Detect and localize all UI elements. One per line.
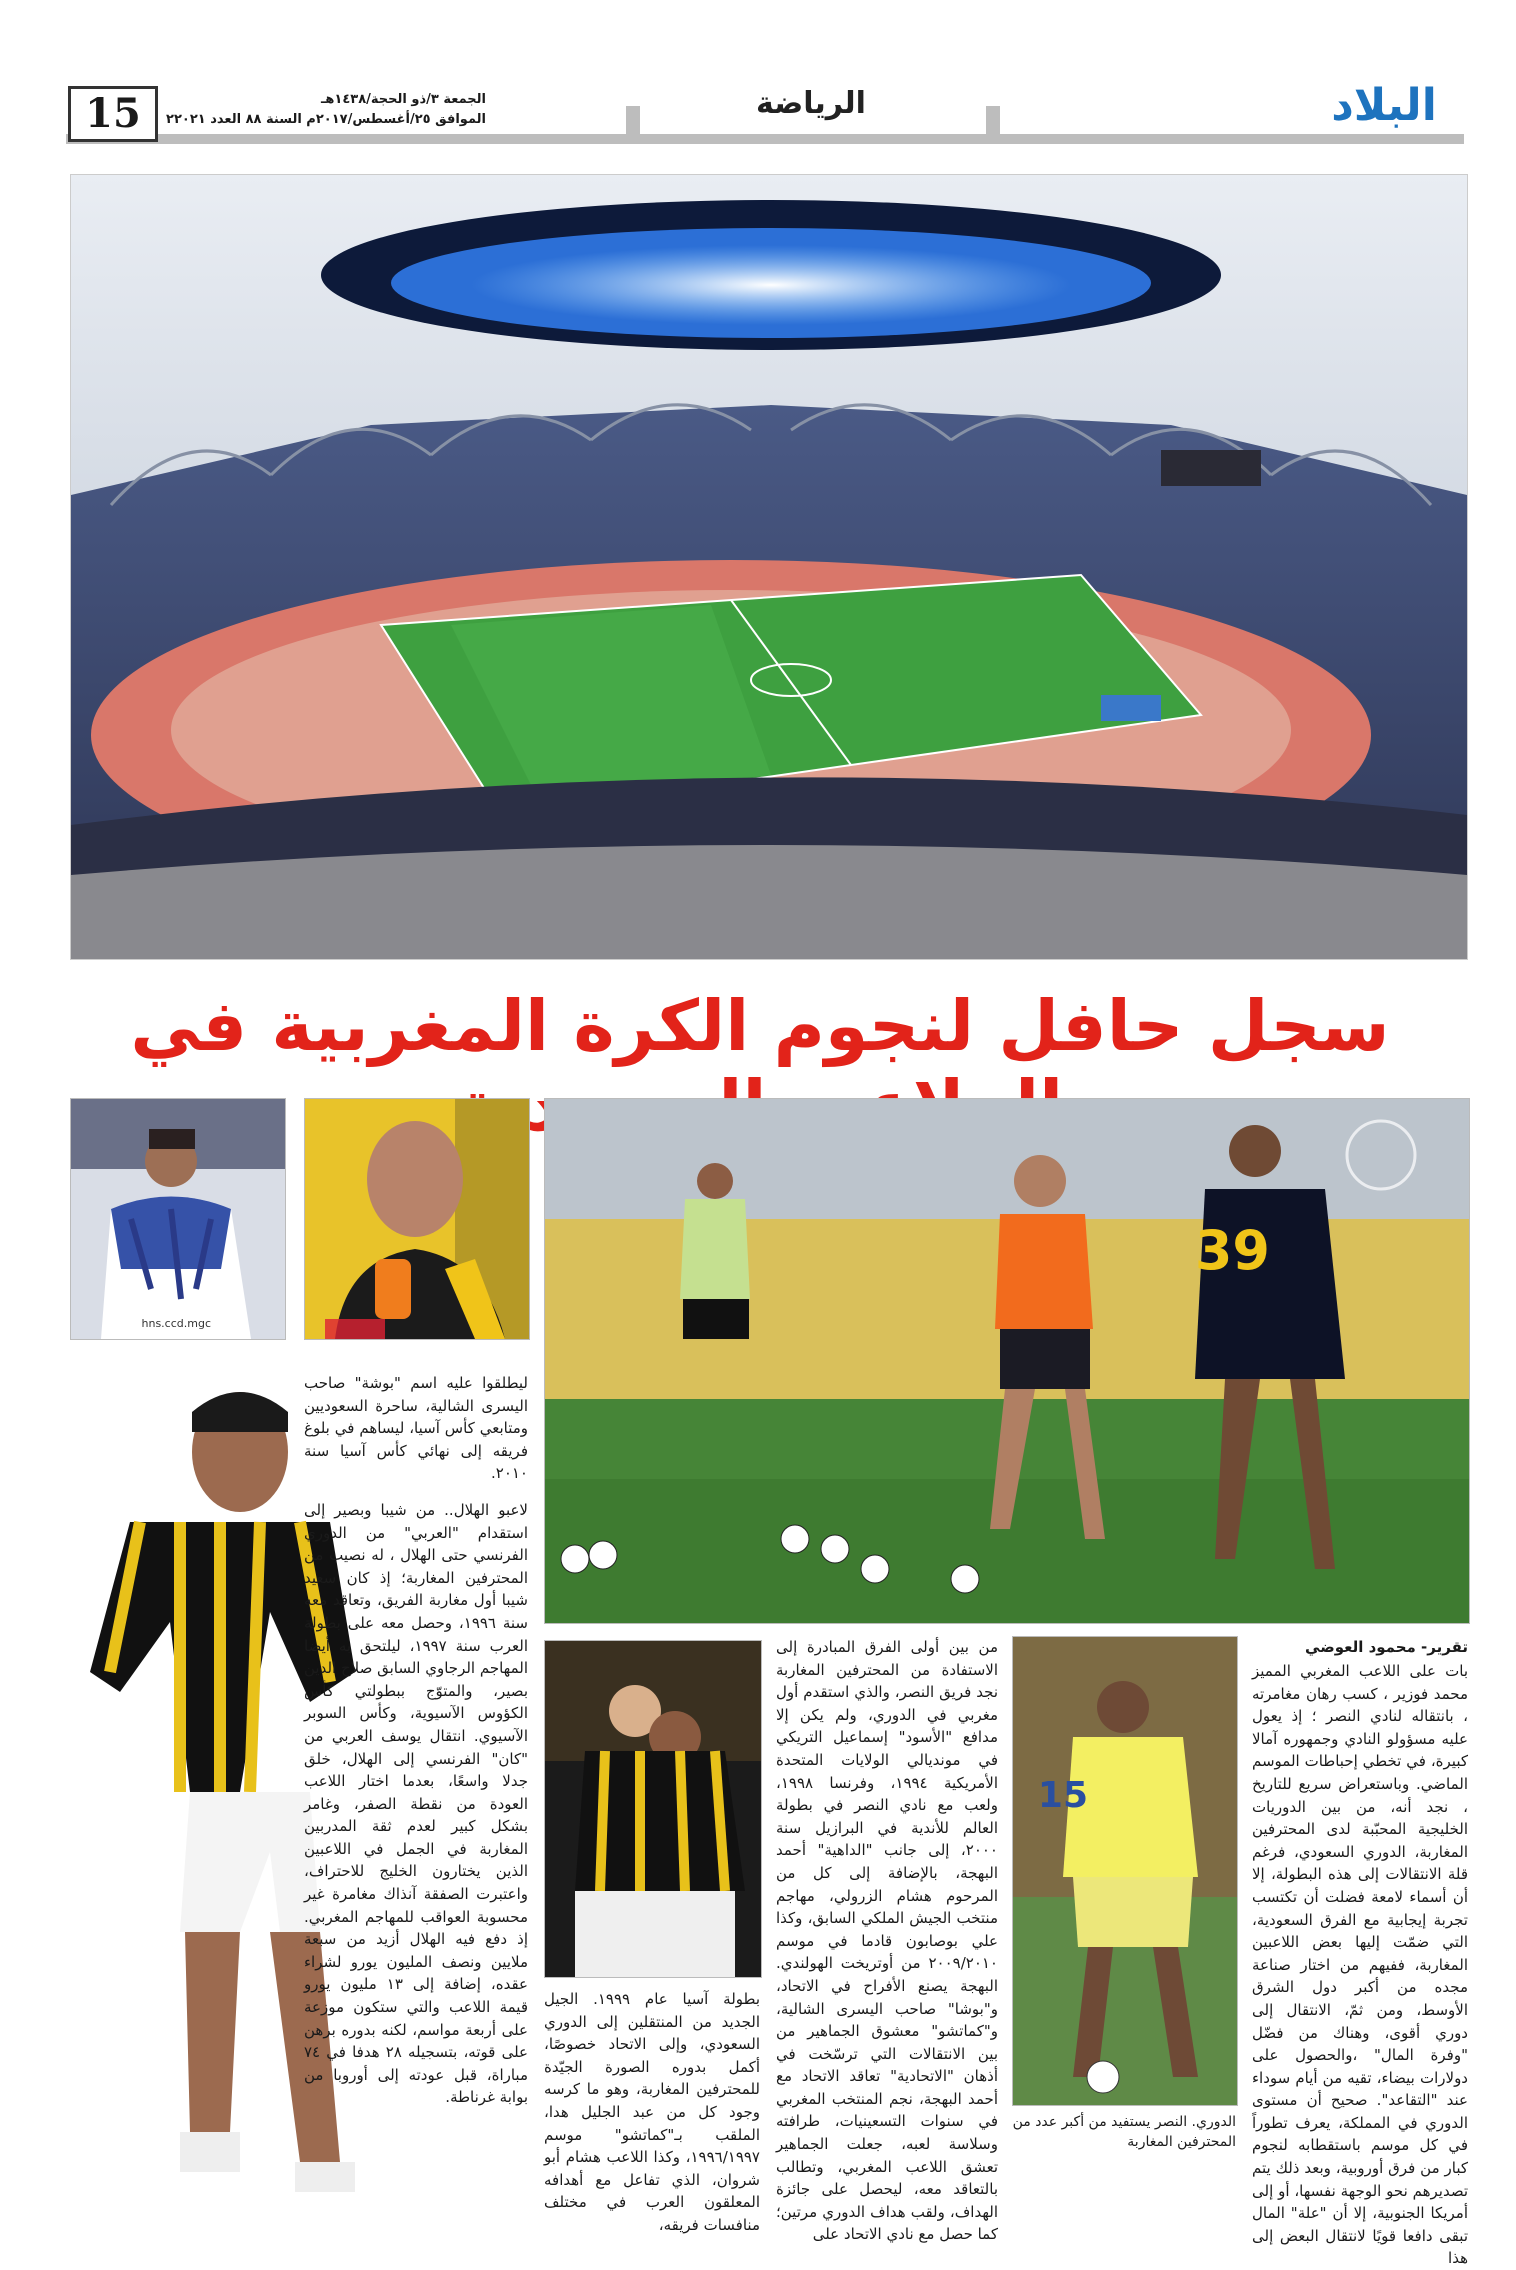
section-title: الرياضة (756, 86, 866, 121)
page-number: 15 (68, 86, 158, 142)
article-column-4 (304, 1372, 528, 2198)
column-text: بطولة آسيا عام ١٩٩٩. الجيل الجديد من المنتقلين إلى الدوري السعودي، وإلى الاتحاد خصوصًا، أكمل بدوره الصورة الجيّدة للمحترفين المغاربة، وهو ما كرسه وجود كل من عبد الجليل هدا، الملقب بـ"كماتشو" موسم ١٩٩٦/١٩٩٧، وكذا اللاعب هشام أبو شروان، الذي تفاعل مع أهدافه المعلقون العرب في مختلف منافسات فريقه، (544, 1990, 760, 2234)
hug-scene (545, 1641, 761, 1977)
svg-text:39: 39 (1194, 1219, 1270, 1282)
player-photo-interview (304, 1098, 530, 1340)
article-column-1 (1252, 1636, 1468, 2268)
page-header (66, 82, 1464, 144)
date-line-1: الجمعة ٣/ذو الحجة/١٤٣٨هـ (320, 92, 486, 107)
header-divider (626, 106, 640, 136)
player-portrait (71, 1099, 285, 1339)
date-line-2: الموافق ٢٥/أغسطس/٢٠١٧م السنة ٨٨ العدد ٢٢٠٢١ (166, 112, 486, 127)
stadium-illustration (71, 175, 1467, 959)
photo-caption: الدوري. النصر يستفيد من أكبر عدد من المحترفين المغاربة (1012, 2114, 1236, 2150)
yellow-kit-player (1013, 1637, 1237, 2105)
issue-date (166, 90, 486, 130)
column-text: لاعبو الهلال.. من شيبا وبصير إلى استقدام "العربي" من الدوري الفرنسي حتى الهلال ، له نصيب من المحترفين المغاربة؛ إذ كان سعيد شيبا أول مغاربة الفريق، وتعاقد معه سنة ١٩٩٦، وحصل معه على بطولة العرب سنة ١٩٩٧، ليلتحق به أيضا المهاجم الرجاوي السابق صلاح الدين بصير، والمتوّج ببطولتي كأس الكؤوس الآسيوية، وكأس السوبر الآسيوي. انتقال يوسف العربي من "كان" الفرنسي إلى الهلال، خلق جدلا واسعًا، بعدما اختار اللاعب العودة من نقطة الصفر، وغامر بشكل كبير لعدم ثقة المدربين المغاربة في الجمل في اللاعبين الذين يختارون الخليج للاحتراف، واعتبرت الصفقة آنذاك مغامرة غير محسوبة العواقب للمهاجم المغربي. إذ دفع فيه الهلال أزيد من سبعة ملايين ونصف المليون يورو لشراء عقده، إضافة إلى ١٣ مليون يورو قيمة اللاعب والتي ستكون موزعة على أربعة مواسم، لكنه بدوره برهن على قوته، بتسجيله ٢٨ هدفا في ٧٤ مباراة، قبل عودته إلى أوروبا من بوابة غرناطة. (303, 1500, 529, 2107)
photo-watermark: hns.ccd.mgc (141, 1317, 211, 1330)
stadium-photo (70, 174, 1468, 960)
article-column-2 (776, 1636, 999, 2244)
column-text: من بين أولى الفرق المبادرة إلى الاستفادة من المحترفين المغاربة نجد فريق النصر، والذي استقدم أول مغربي في الدوري، ولم يكن إلا مدافع "الأسود" إسماعيل التريكي في مونديالي الولايات المتحدة الأمريكية ١٩٩٤، وفرنسا ١٩٩٨، ولعب مع نادي النصر في بطولة العالم للأندية في البرازيل سنة ٢٠٠٠، إلى جانب "الداهية" أحمد البهجة، بالإضافة إلى كل من المرحوم هشام الزرولي، مهاجم منتخب الجيش الملكي السابق، وكذا علي بوصابون قادما في موسم ٢٠٠٩/٢٠١٠ من أوتريخت الهولندي. البهجة يصنع الأفراح في الاتحاد، و"بوشا" صاحب اليسرى الشالية، و"كماتشو" معشوق الجماهير من بين الانتقالات التي ترسّخت في أذهان "الاتحادية" تعاقد الاتحاد مع أحمد البهجة، نجم المنتخب المغربي في سنوات التسعينيات، طرافته وسلاسة لعبه، جعلت الجماهير تعشق اللاعب المغربي، وتطالب بالتعاقد معه، ليحصل على جائزة الهداف، ولقب هداف الدوري مرتين؛ كما حصل مع نادي الاتحاد على (776, 1638, 999, 2244)
svg-text:15: 15 (1037, 1775, 1088, 1816)
players-hug-photo (544, 1640, 762, 1978)
column-text-top: ليطلقوا عليه اسم "بوشة" صاحب اليسرى الشالية، ساحرة السعوديين ومتابعي كأس آسيا، ليساهم في بلوغ فريقه إلى نهائي كأس آسيا سنة ٢٠١٠. (304, 1374, 528, 1483)
header-rule (66, 134, 1464, 144)
newspaper-logo: البلاد (1331, 80, 1437, 131)
header-divider (986, 106, 1000, 136)
interview-portrait (305, 1099, 529, 1339)
training-scene (545, 1099, 1469, 1623)
column-text: بات على اللاعب المغربي المميز محمد فوزير ، كسب رهان مغامرته ، بانتقاله لنادي النصر ؛ إذ يعول عليه مسؤولو النادي وجمهوره آمالا كبيرة، في تخطي إحباطات الموسم الماضي. وباستعراض سريع للتاريخ ، نجد أنه، من بين الدوريات الخليجية المحبّبة لدى المحترفين المغاربة، الدوري السعودي، فرغم قلة الانتقالات إلى هذه البطولة، إلا أن أسماء لامعة فضلت أن تكتسب تجربة إيجابية مع الفرق السعودية، التي ضمّت إليها بعض اللاعبين المغاربة، ففيهم من اختار صناعة مجده من أكبر دول الشرق الأوسط، ومن ثمّ، الانتقال إلى دوري أقوى، وهناك من فضّل "وفرة المال" ،والحصول على دولارات بيضاء، تقيه من أيام سوداء عند "التقاعد". صحيح أن مستوى الدوري في المملكة، يعرف تطوراً في كل موسم باستقطابه لنجوم كبار من فرق أوروبية، وبعد ذلك يتم تصديرهم نحو الوجهة نفسها، أو إلى أمريكا الجنوبية، إلا أن "علة" المال تبقى دافعا قويًا لانتقال البعض إلى هذا (1252, 1662, 1468, 2268)
article-column-3 (544, 1988, 760, 2234)
player-photo-yellow-kit (1012, 1636, 1238, 2106)
main-headline: سجل حافل لنجوم الكرة المغربية في (130, 985, 1390, 1067)
training-photo (544, 1098, 1470, 1624)
player-photo-blue-kit (70, 1098, 286, 1340)
byline: تقرير- محمود العوضي (1305, 1638, 1468, 1656)
